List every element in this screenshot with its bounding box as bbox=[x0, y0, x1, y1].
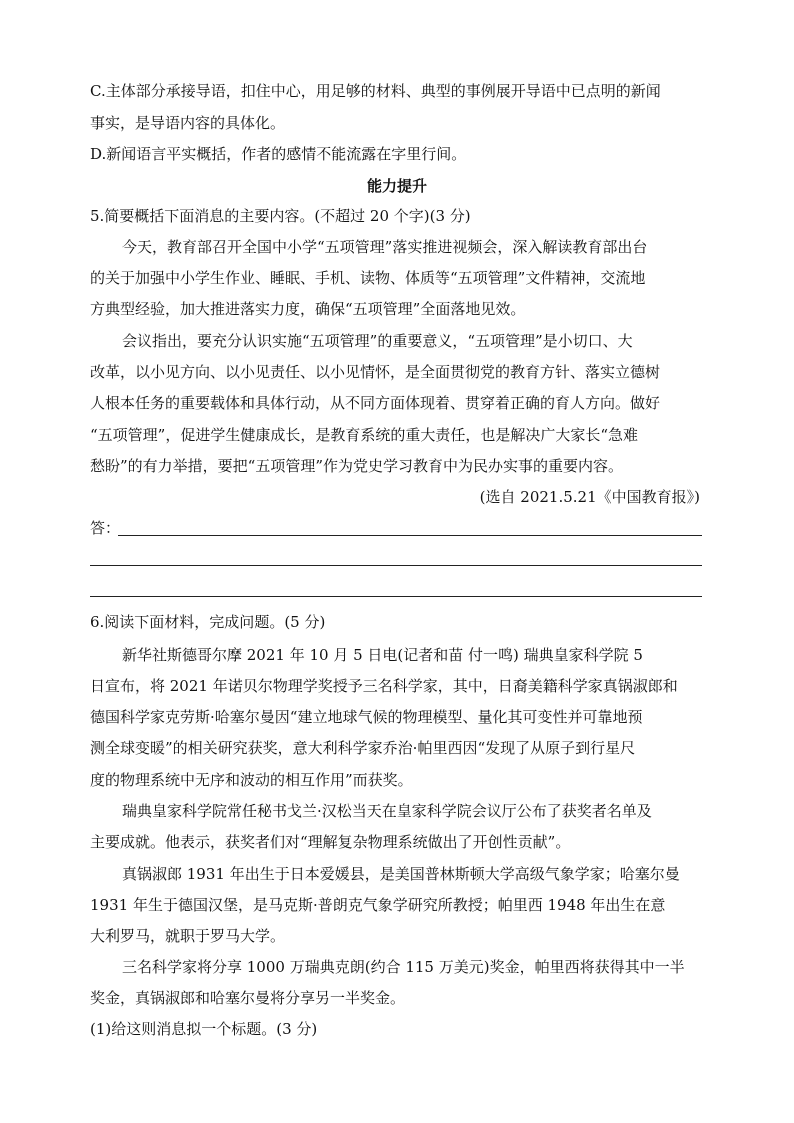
answer-line-1[interactable] bbox=[118, 535, 702, 536]
q6-sub1-prompt: (1)给这则消息拟一个标题。(3 分) bbox=[90, 1020, 318, 1038]
answer-label: 答： bbox=[90, 519, 121, 537]
q6-para4-line: 三名科学家将分享 1000 万瑞典克朗(约合 115 万美元)奖金，帕里西将获得其中一半 bbox=[122, 958, 685, 976]
q5-para2-line: 人根本任务的重要载体和具体行动，从不同方面体现着、贯穿着正确的育人方向。做好 bbox=[90, 394, 661, 412]
q6-para2-line: 瑞典皇家科学院常任秘书戈兰·汉松当天在皇家科学院会议厅公布了获奖者名单及 bbox=[122, 802, 652, 820]
section-title: 能力提升 bbox=[366, 177, 427, 195]
q5-para1-line: 今天，教育部召开全国中小学“五项管理”落实推进视频会，深入解读教育部出台 bbox=[122, 238, 648, 256]
q5-source: (选自 2021.5.21《中国教育报》) bbox=[479, 488, 700, 506]
q6-para1-line: 新华社斯德哥尔摩 2021 年 10 月 5 日电(记者和苗 付一鸣) 瑞典皇家科学院 5 bbox=[122, 646, 643, 664]
q5-para2-line: 愁盼”的有力举措，要把“五项管理”作为党史学习教育中为民办实事的重要内容。 bbox=[90, 457, 624, 475]
q6-para3-line: 1931 年生于德国汉堡，是马克斯·普朗克气象学研究所教授；帕里西 1948 年出生在意 bbox=[90, 896, 666, 914]
option-c-line-1: C.主体部分承接导语，扣住中心，用足够的材料、典型的事例展开导语中已点明的新闻 bbox=[90, 82, 661, 100]
q6-para1-line: 德国科学家克劳斯·哈塞尔曼因“建立地球气候的物理模型、量化其可变性并可靠地预 bbox=[90, 708, 643, 726]
q5-para2-line: 会议指出，要充分认识实施“五项管理”的重要意义，“五项管理”是小切口、大 bbox=[122, 332, 633, 350]
option-d-line: D.新闻语言平实概括，作者的感情不能流露在字里行间。 bbox=[90, 145, 467, 163]
q5-para1-line: 的关于加强中小学生作业、睡眠、手机、读物、体质等“五项管理”文件精神，交流地 bbox=[90, 269, 646, 287]
question5-prompt: 5.简要概括下面消息的主要内容。(不超过 20 个字)(3 分) bbox=[90, 207, 471, 225]
q6-para3-line: 真锅淑郎 1931 年出生于日本爱媛县，是美国普林斯顿大学高级气象学家；哈塞尔曼 bbox=[122, 865, 680, 883]
q5-para2-line: 改革，以小见方向、以小见责任、以小见情怀，是全面贯彻党的教育方针、落实立德树 bbox=[90, 363, 661, 381]
q6-para1-line: 度的物理系统中无序和波动的相互作用”而获奖。 bbox=[90, 771, 413, 789]
q5-para1-line: 方典型经验，加大推进落实力度，确保“五项管理”全面落地见效。 bbox=[90, 300, 526, 318]
q6-para2-line: 主要成就。他表示，获奖者们对“理解复杂物理系统做出了开创性贡献”。 bbox=[90, 833, 571, 851]
q6-para1-line: 测全球变暖”的相关研究获奖，意大利科学家乔治·帕里西因“发现了从原子到行星尺 bbox=[90, 739, 636, 757]
question6-prompt: 6.阅读下面材料，完成问题。(5 分) bbox=[90, 613, 326, 631]
answer-line-2[interactable] bbox=[90, 565, 702, 566]
option-c-line-2: 事实，是导语内容的具体化。 bbox=[90, 114, 286, 132]
q6-para4-line: 奖金，真锅淑郎和哈塞尔曼将分享另一半奖金。 bbox=[90, 989, 406, 1007]
answer-line-3[interactable] bbox=[90, 596, 702, 597]
q6-para3-line: 大利罗马，就职于罗马大学。 bbox=[90, 927, 286, 945]
q5-para2-line: “五项管理”，促进学生健康成长，是教育系统的重大责任，也是解决广大家长“急难 bbox=[90, 426, 639, 444]
q6-para1-line: 日宣布，将 2021 年诺贝尔物理学奖授予三名科学家，其中，日裔美籍科学家真锅淑郎和 bbox=[90, 677, 678, 695]
